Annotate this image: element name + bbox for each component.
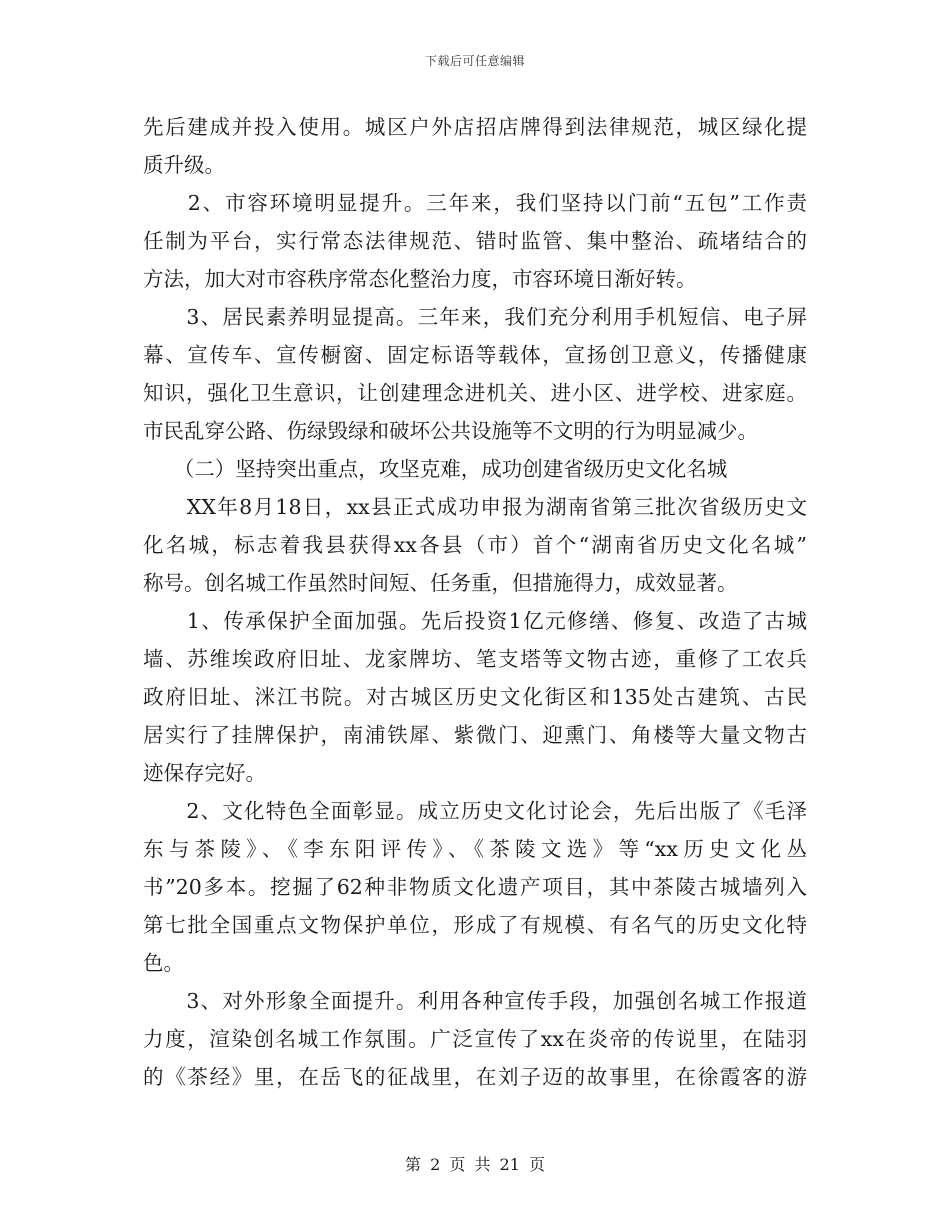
body-text-line: 书”20多本。挖掘了62种非物质文化遗产项目，其中茶陵古城墙列入 — [143, 875, 807, 899]
body-text-line: XX年8月18日，xx县正式成功申报为湖南省第三批次省级历史文 — [143, 495, 807, 519]
body-text-line: 2、市容环境明显提升。三年来，我们坚持以门前“五包”工作责 — [143, 191, 807, 215]
body-text-line: 政府旧址、洣江书院。对古城区历史文化街区和135处古建筑、古民 — [143, 685, 807, 709]
body-text-line: 方法，加大对市容秩序常态化整治力度，市容环境日渐好转。 — [143, 267, 697, 291]
document-body — [143, 108, 807, 1096]
body-text-line: 先后建成并投入使用。城区户外店招店牌得到法律规范，城区绿化提 — [143, 115, 807, 139]
body-text-line: 的《茶经》里，在岳飞的征战里，在刘子迈的故事里，在徐霞客的游 — [143, 1065, 807, 1089]
body-text-line: 任制为平台，实行常态法律规范、错时监管、集中整治、疏堵结合的 — [143, 229, 807, 253]
body-text-line: 称号。创名城工作虽然时间短、任务重，但措施得力，成效显著。 — [143, 571, 738, 595]
page-header: 下载后可任意编辑 — [424, 54, 525, 68]
body-text-line: 1、传承保护全面加强。先后投资1亿元修缮、修复、改造了古城 — [143, 609, 807, 633]
page-footer: 第 2 页 共 21 页 — [405, 1155, 545, 1174]
body-text-line: 力度，渲染创名城工作氛围。广泛宣传了xx在炎帝的传说里，在陆羽 — [143, 1027, 807, 1051]
body-text-line: 第七批全国重点文物保护单位，形成了有规模、有名气的历史文化特 — [143, 913, 807, 937]
body-text-line: 幕、宣传车、宣传橱窗、固定标语等载体，宣扬创卫意义，传播健康 — [143, 343, 807, 367]
body-text-line: 2、文化特色全面彰显。成立历史文化讨论会，先后出版了《毛泽 — [143, 799, 807, 823]
body-text-line: 迹保存完好。 — [143, 761, 266, 785]
body-text-line: 3、对外形象全面提升。利用各种宣传手段，加强创名城工作报道 — [143, 989, 807, 1013]
body-text-line: 东与茶陵》、《李东阳评传》、《茶陵文选》等“xx历史文化丛 — [143, 837, 807, 861]
body-text-line: 知识，强化卫生意识，让创建理念进机关、进小区、进学校、进家庭。 — [143, 381, 807, 405]
body-text-line: 3、居民素养明显提高。三年来，我们充分利用手机短信、电子屏 — [143, 305, 807, 329]
body-text-line: 色。 — [143, 951, 184, 975]
body-text-line: 居实行了挂牌保护，南浦铁犀、紫微门、迎熏门、角楼等大量文物古 — [143, 723, 807, 747]
body-text-line: 化名城，标志着我县获得xx各县（市）首个“湖南省历史文化名城” — [143, 533, 807, 557]
body-text-line: 市民乱穿公路、伤绿毁绿和破坏公共设施等不文明的行为明显减少。 — [143, 419, 758, 443]
body-text-line: 质升级。 — [143, 153, 225, 177]
section-heading-line: （二）坚持突出重点，攻坚克难，成功创建省级历史文化名城 — [143, 457, 728, 481]
body-text-line: 墙、苏维埃政府旧址、龙家牌坊、笔支塔等文物古迹，重修了工农兵 — [143, 647, 807, 671]
